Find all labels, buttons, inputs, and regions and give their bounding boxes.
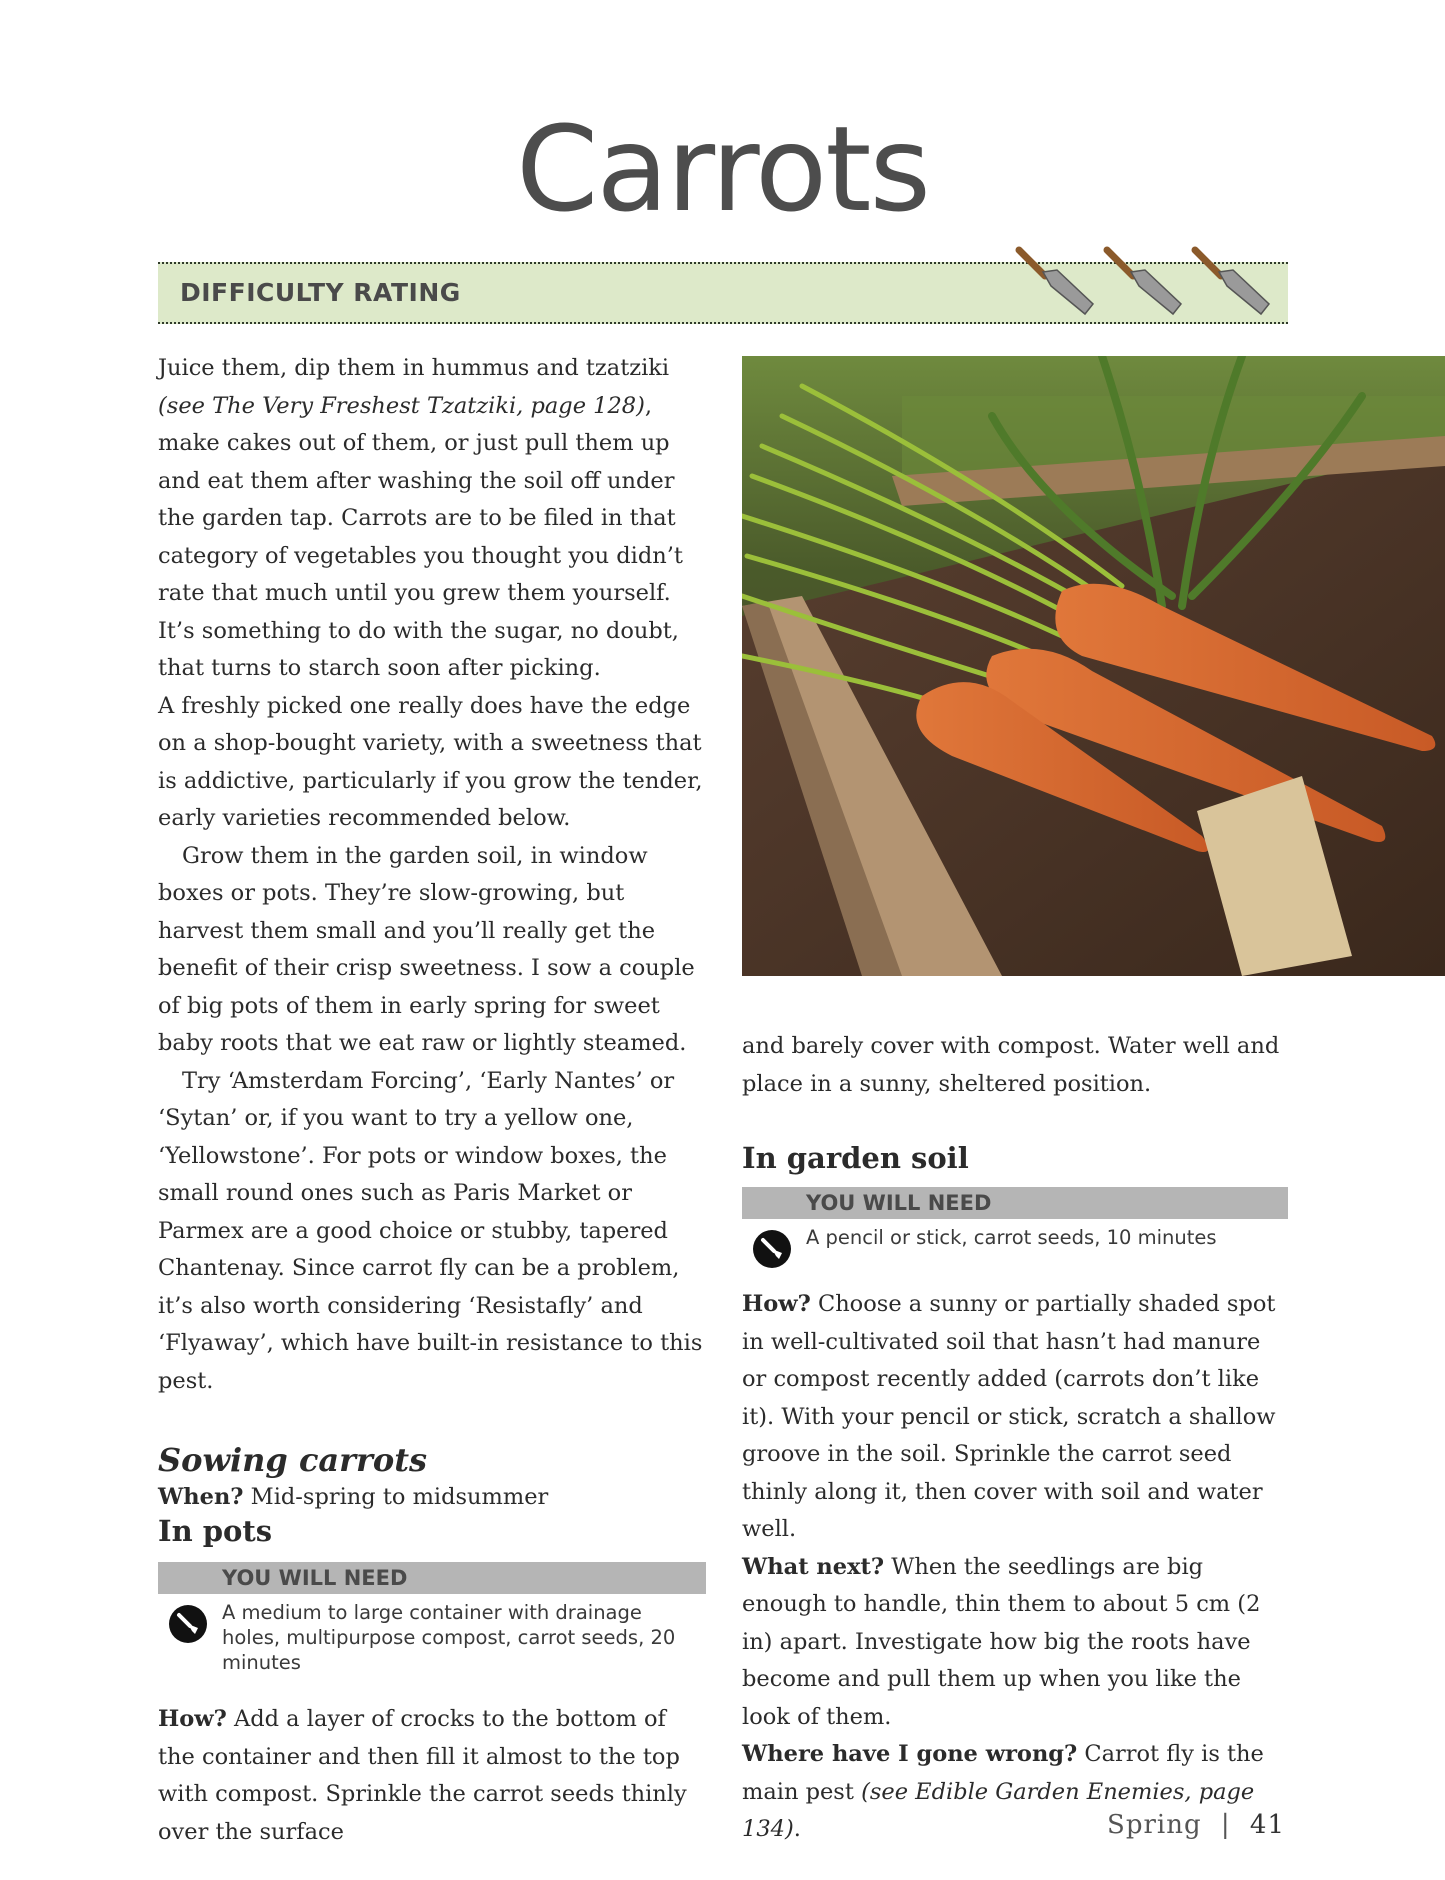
you-will-need-list: A medium to large container with drainage holes, multipurpose compost, carrot seeds, 20 minutes	[158, 1594, 706, 1675]
pots-how-continued: and barely cover with compost. Water well and place in a sunny, sheltered position.	[742, 1033, 1280, 1097]
intro-paragraph-4: Try ‘Amsterdam Forcing’, ‘Early Nantes’ or ‘Sytan’ or, if you want to try a yellow one, ‘Yellowstone’. For pots or window boxes, the small round ones such as Paris Market or Parmex are a good choice or stubby, tapered Chantenay. Since carrot fly can be a problem, it’s also worth considering ‘Resistafly’ and ‘Flyaway’, which have built-in resistance to this pest.	[158, 1067, 703, 1394]
footer-separator: |	[1220, 1810, 1231, 1840]
garden-what-next-paragraph: What next? When the seedlings are big enough to handle, thin them to about 5 cm (2 in) apart. Investigate how big the roots have become and pull them up when you like the look of them.	[742, 1553, 1261, 1730]
tools-icon	[752, 1229, 792, 1269]
difficulty-rating-label: DIFFICULTY RATING	[180, 278, 461, 307]
recipe-reference: (see The Very Freshest Tzatziki, page 128)	[158, 392, 645, 419]
carrots-photo	[742, 356, 1445, 976]
subheading-in-pots: In pots	[158, 1514, 273, 1548]
left-column	[158, 350, 706, 1851]
trowel-icon	[1103, 246, 1189, 326]
page-number: 41	[1249, 1810, 1285, 1840]
trowel-icon	[1191, 246, 1277, 326]
trowel-icon	[1015, 246, 1101, 326]
footer-section: Spring	[1107, 1810, 1202, 1840]
you-will-need-bar: YOU WILL NEED	[158, 1562, 706, 1594]
when-line: When? Mid-spring to midsummer	[158, 1484, 549, 1510]
intro-paragraph-2: A freshly picked one really does have the edge on a shop-bought variety, with a sweetness that is addictive, particularly if you grow the tender, early varieties recommended below.	[158, 692, 703, 831]
intro-paragraph-3: Grow them in the garden soil, in window boxes or pots. They’re slow-growing, but harvest them small and you’ll really get the benefit of their crisp sweetness. I sow a couple of big pots of them in early spring for sweet baby roots that we eat raw or lightly steamed.	[158, 842, 695, 1056]
you-will-need-list: A pencil or stick, carrot seeds, 10 minutes	[742, 1219, 1288, 1250]
subheading-in-garden-soil: In garden soil	[742, 1141, 969, 1175]
tools-icon	[168, 1604, 208, 1644]
right-column	[742, 1028, 1288, 1849]
you-will-need-bar: YOU WILL NEED	[742, 1187, 1288, 1219]
pots-how-paragraph: How? Add a layer of crocks to the bottom of the container and then fill it almost to the top with compost. Sprinkle the carrot seeds thinly over the surface	[158, 1706, 687, 1845]
section-heading-sowing: Sowing carrots	[158, 1441, 428, 1479]
garden-gone-wrong-paragraph: Where have I gone wrong? Carrot fly is the main pest (see Edible Garden Enemies, page 134).	[742, 1741, 1264, 1842]
page-footer	[1107, 1810, 1285, 1840]
difficulty-rating-trowels	[1015, 246, 1285, 326]
garden-how-paragraph: How? Choose a sunny or partially shaded spot in well-cultivated soil that hasn’t had manure or compost recently added (carrots don’t like it). With your pencil or stick, scratch a shallow groove in the soil. Sprinkle the carrot seed thinly along it, then cover with soil and water well.	[742, 1291, 1276, 1542]
enemies-reference: (see Edible Garden Enemies, page 134)	[742, 1778, 1255, 1842]
page-title: Carrots	[515, 100, 929, 238]
intro-paragraph-1: Juice them, dip them in hummus and tzatziki (see The Very Freshest Tzatziki, page 128), make cakes out of them, or just pull them up and eat them after washing the soil off under the garden tap. Carrots are to be filed in that category of vegetables you thought you didn’t rate that much until you grew them yourself. It’s something to do with the sugar, no doubt, that turns to starch soon after picking.	[158, 355, 683, 681]
